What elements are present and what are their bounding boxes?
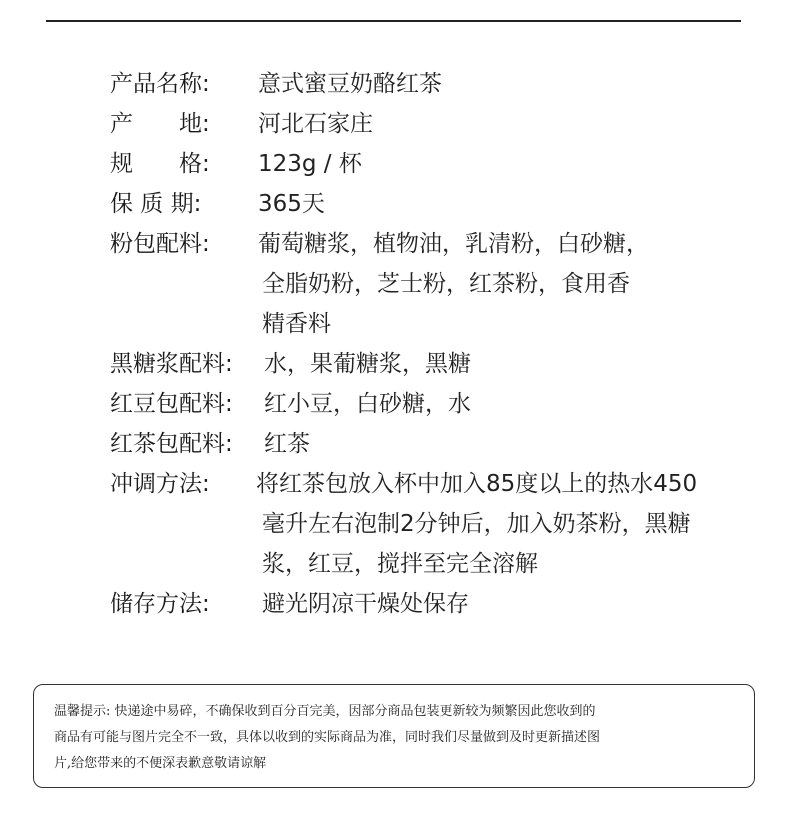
spec-value: 红茶 xyxy=(264,431,310,457)
notice-line: 商品有可能与图片完全不一致，具体以收到的实际商品为准，同时我们尽量做到及时更新描述图 xyxy=(54,730,601,745)
spec-label: 储存方法: xyxy=(110,591,210,617)
notice-line: 温馨提示: 快递途中易碎，不确保收到百分百完美，因部分商品包装更新较为频繁因此您收到的 xyxy=(54,704,596,719)
spec-label: 产品名称: xyxy=(110,71,210,97)
spec-label: 红茶包配料: xyxy=(110,431,233,457)
spec-value: 365天 xyxy=(258,191,325,217)
spec-label: 规 格: xyxy=(110,151,210,177)
spec-value: 123g / 杯 xyxy=(258,151,362,177)
spec-value: 浆，红豆，搅拌至完全溶解 xyxy=(262,551,538,577)
spec-value: 河北石家庄 xyxy=(258,111,373,137)
spec-label: 黑糖浆配料: xyxy=(110,351,233,377)
spec-value: 红小豆，白砂糖，水 xyxy=(264,391,471,417)
spec-value: 全脂奶粉，芝士粉，红茶粉，食用香 xyxy=(262,271,630,297)
spec-label: 冲调方法: xyxy=(110,471,210,497)
spec-value: 将红茶包放入杯中加入85度以上的热水450 xyxy=(256,471,698,497)
notice-line: 片,给您带来的不便深表歉意敬请谅解 xyxy=(54,756,267,771)
spec-value: 水，果葡糖浆，黑糖 xyxy=(264,351,471,377)
top-divider xyxy=(46,20,741,22)
spec-value: 精香料 xyxy=(262,311,331,337)
spec-value: 意式蜜豆奶酪红茶 xyxy=(258,71,442,97)
spec-value: 葡萄糖浆，植物油，乳清粉，白砂糖， xyxy=(258,231,649,257)
spec-label: 产 地: xyxy=(110,111,210,137)
spec-value: 毫升左右泡制2分钟后，加入奶茶粉，黑糖 xyxy=(262,511,691,537)
spec-value: 避光阴凉干燥处保存 xyxy=(262,591,469,617)
spec-label: 保 质 期: xyxy=(110,191,202,217)
notice-box xyxy=(33,684,755,788)
spec-label: 红豆包配料: xyxy=(110,391,233,417)
spec-label: 粉包配料: xyxy=(110,231,210,257)
